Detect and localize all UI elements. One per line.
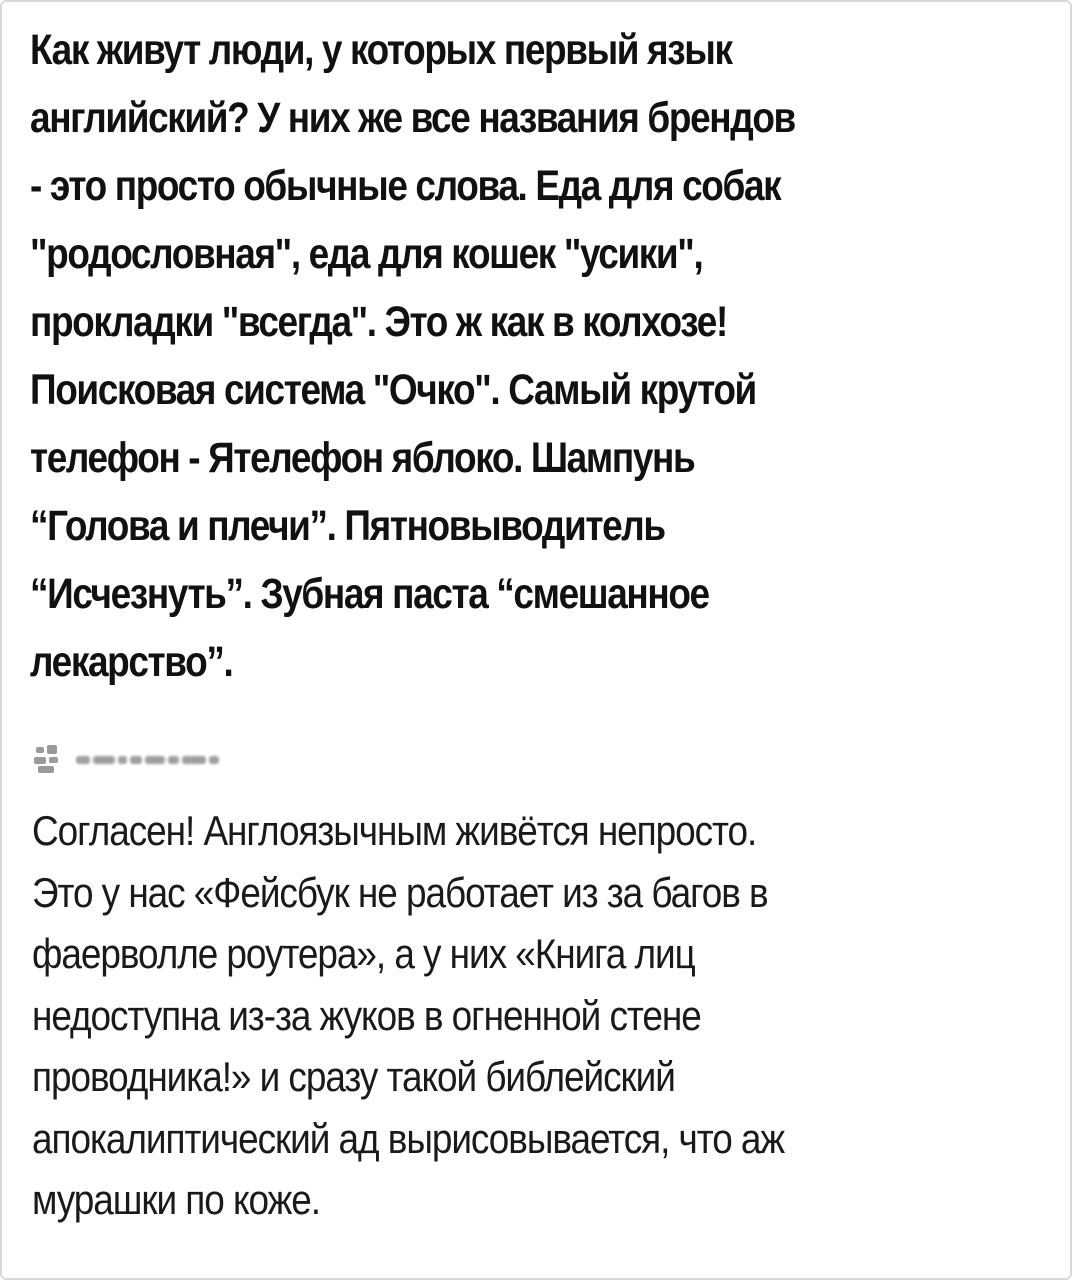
post-line: - это просто обычные слова. Еда для собак bbox=[30, 162, 781, 210]
comment-line: Это у нас «Фейсбук не работает из за багов в bbox=[32, 868, 768, 916]
post-line: Поисковая система "Очко". Самый крутой bbox=[30, 366, 756, 414]
avatar-icon[interactable] bbox=[32, 745, 62, 775]
post-text bbox=[30, 16, 1060, 696]
comment-text bbox=[32, 800, 1062, 1231]
comment-line: апокалиптический ад вырисовывается, что аж bbox=[32, 1114, 785, 1162]
comment-line: Согласен! Англоязычным живётся непросто. bbox=[32, 807, 757, 854]
comment-line: фаерволле роутера», а у них «Книга лиц bbox=[32, 930, 695, 977]
post-line: телефон - Ятелефон яблоко. Шампунь bbox=[30, 434, 695, 482]
post-line: лекарство”. bbox=[30, 638, 233, 686]
comment-line: проводника!» и сразу такой библейский bbox=[32, 1053, 675, 1100]
post-line: прокладки "всегда". Это ж как в колхозе! bbox=[30, 298, 727, 346]
post-line: английский? У них же все названия брендов bbox=[30, 94, 795, 142]
comment-author-row bbox=[32, 740, 219, 780]
post-line: Как живут люди, у которых первый язык bbox=[30, 26, 732, 74]
post-line: “Исчезнуть”. Зубная паста “смешанное bbox=[30, 570, 709, 618]
comment-line: недоступна из-за жуков в огненной стене bbox=[32, 991, 701, 1039]
blurred-author-name[interactable] bbox=[76, 756, 219, 764]
comment-line: мурашки по коже. bbox=[32, 1176, 320, 1223]
post-line: “Голова и плечи”. Пятновыводитель bbox=[30, 502, 665, 550]
post-line: "родословная", еда для кошек "усики", bbox=[30, 230, 703, 278]
